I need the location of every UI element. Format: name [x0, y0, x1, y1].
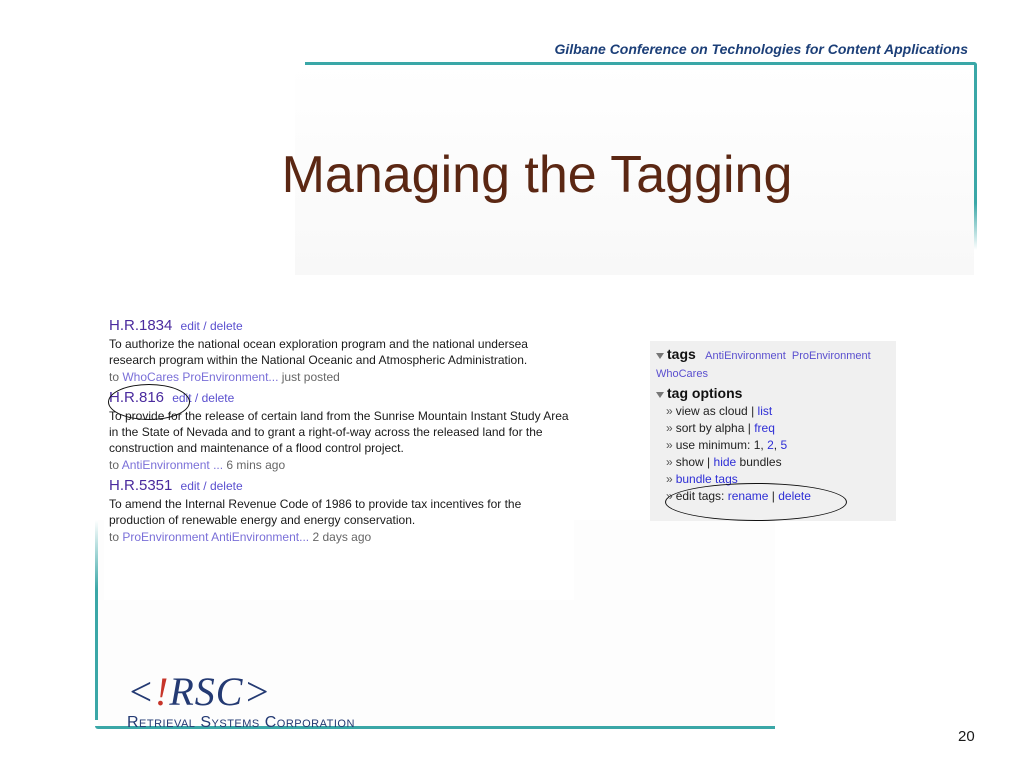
separator: / [203, 319, 207, 333]
logo-bracket: < [127, 669, 155, 714]
post-title[interactable]: H.R.5351 [109, 477, 173, 494]
option-text: sort by alpha [675, 421, 745, 435]
post-tagline [109, 369, 574, 385]
slide-title: Managing the Tagging [281, 146, 793, 204]
post-tagline [109, 529, 574, 545]
post-header [109, 478, 574, 494]
to-label: to [109, 458, 120, 472]
bullet-icon: » [666, 489, 673, 503]
conference-header: Gilbane Conference on Technologies for Content Applications [554, 41, 968, 57]
collapse-arrow-icon[interactable] [656, 392, 664, 398]
separator: | [747, 421, 751, 435]
frame-left-line [95, 520, 98, 720]
tag-link[interactable]: AntiEnvironment [705, 350, 786, 362]
post-description: To amend the Internal Revenue Code of 1986 to provide tax incentives for the production of renewable energy and energy conservation. [109, 497, 522, 527]
option-minimum [656, 437, 892, 454]
page-number: 20 [958, 728, 975, 745]
company-name: Retrieval Systems Corporation [127, 714, 355, 731]
post-item [104, 318, 574, 385]
edit-link[interactable]: edit [180, 479, 200, 493]
collapse-arrow-icon[interactable] [656, 353, 664, 359]
bullet-icon: » [666, 421, 673, 435]
delete-tags-link[interactable]: delete [778, 489, 811, 503]
post-description: To provide for the release of certain land from the Sunrise Mountain Instant Study Area in the State of Nevada and to grant a right-of-way across the released land for the construction and maintenance of a flood control project. [109, 409, 569, 455]
tag-link[interactable]: WhoCares [656, 368, 708, 380]
post-time: 6 mins ago [226, 458, 286, 472]
separator: | [751, 404, 755, 418]
option-text: use minimum: 1, [675, 438, 764, 452]
post-time: just posted [281, 370, 340, 384]
delete-link[interactable]: delete [209, 319, 243, 333]
post-tags[interactable]: WhoCares ProEnvironment... [122, 370, 279, 384]
company-logo [127, 669, 355, 732]
bullet-icon: » [666, 455, 673, 469]
view-list-link[interactable]: list [757, 404, 773, 418]
post-actions [181, 319, 243, 333]
post-tagline [109, 457, 574, 473]
post-actions [181, 479, 243, 493]
option-text: bundles [739, 455, 782, 469]
post-item [104, 478, 574, 545]
separator: | [707, 455, 711, 469]
bookmark-post-list [104, 318, 574, 600]
highlight-ellipse-tags [108, 384, 190, 420]
post-description: To authorize the national ocean exploration program and the national undersea research program within the National Oceanic and Atmospheric Administration. [109, 337, 528, 367]
edit-link[interactable]: edit [172, 391, 192, 405]
tag-link[interactable]: ProEnvironment [791, 350, 871, 362]
logo-mark [127, 669, 355, 714]
bullet-icon: » [666, 472, 673, 486]
logo-letters: RSC> [169, 669, 272, 714]
minimum-5-link[interactable]: 5 [780, 438, 788, 452]
tag-options-heading: tag options [667, 385, 743, 401]
logo-bang: ! [155, 669, 170, 714]
separator: | [771, 489, 775, 503]
option-sort [656, 420, 892, 437]
bullet-icon: » [666, 438, 673, 452]
sort-freq-link[interactable]: freq [754, 421, 775, 435]
option-show [656, 454, 892, 471]
rename-link[interactable]: rename [727, 489, 769, 503]
edit-link[interactable]: edit [180, 319, 200, 333]
post-header [109, 318, 574, 334]
separator: , [773, 438, 778, 452]
separator: / [194, 391, 199, 405]
option-view [656, 403, 892, 420]
delete-link[interactable]: delete [209, 479, 243, 493]
highlight-ellipse-edit-tags [665, 483, 847, 521]
option-text: show [675, 455, 704, 469]
post-time: 2 days ago [312, 530, 372, 544]
option-text: edit tags: [675, 489, 725, 503]
option-text: view as cloud [675, 404, 748, 418]
bullet-icon: » [666, 404, 673, 418]
frame-top-line [305, 62, 977, 65]
bundle-tags-link[interactable]: bundle tags [675, 472, 738, 486]
hide-bundles-link[interactable]: hide [713, 455, 737, 469]
delete-link[interactable]: delete [201, 391, 235, 405]
post-title[interactable]: H.R.1834 [109, 317, 173, 334]
post-title[interactable]: H.R.816 [109, 389, 165, 406]
to-label: to [109, 530, 120, 544]
post-tags[interactable]: AntiEnvironment ... [121, 458, 224, 472]
post-tags[interactable]: ProEnvironment AntiEnvironment... [122, 530, 310, 544]
to-label: to [109, 370, 120, 384]
tags-section [650, 341, 896, 383]
tags-heading: tags [667, 346, 696, 362]
separator: / [203, 479, 207, 493]
minimum-2-link[interactable]: 2 [767, 438, 774, 452]
